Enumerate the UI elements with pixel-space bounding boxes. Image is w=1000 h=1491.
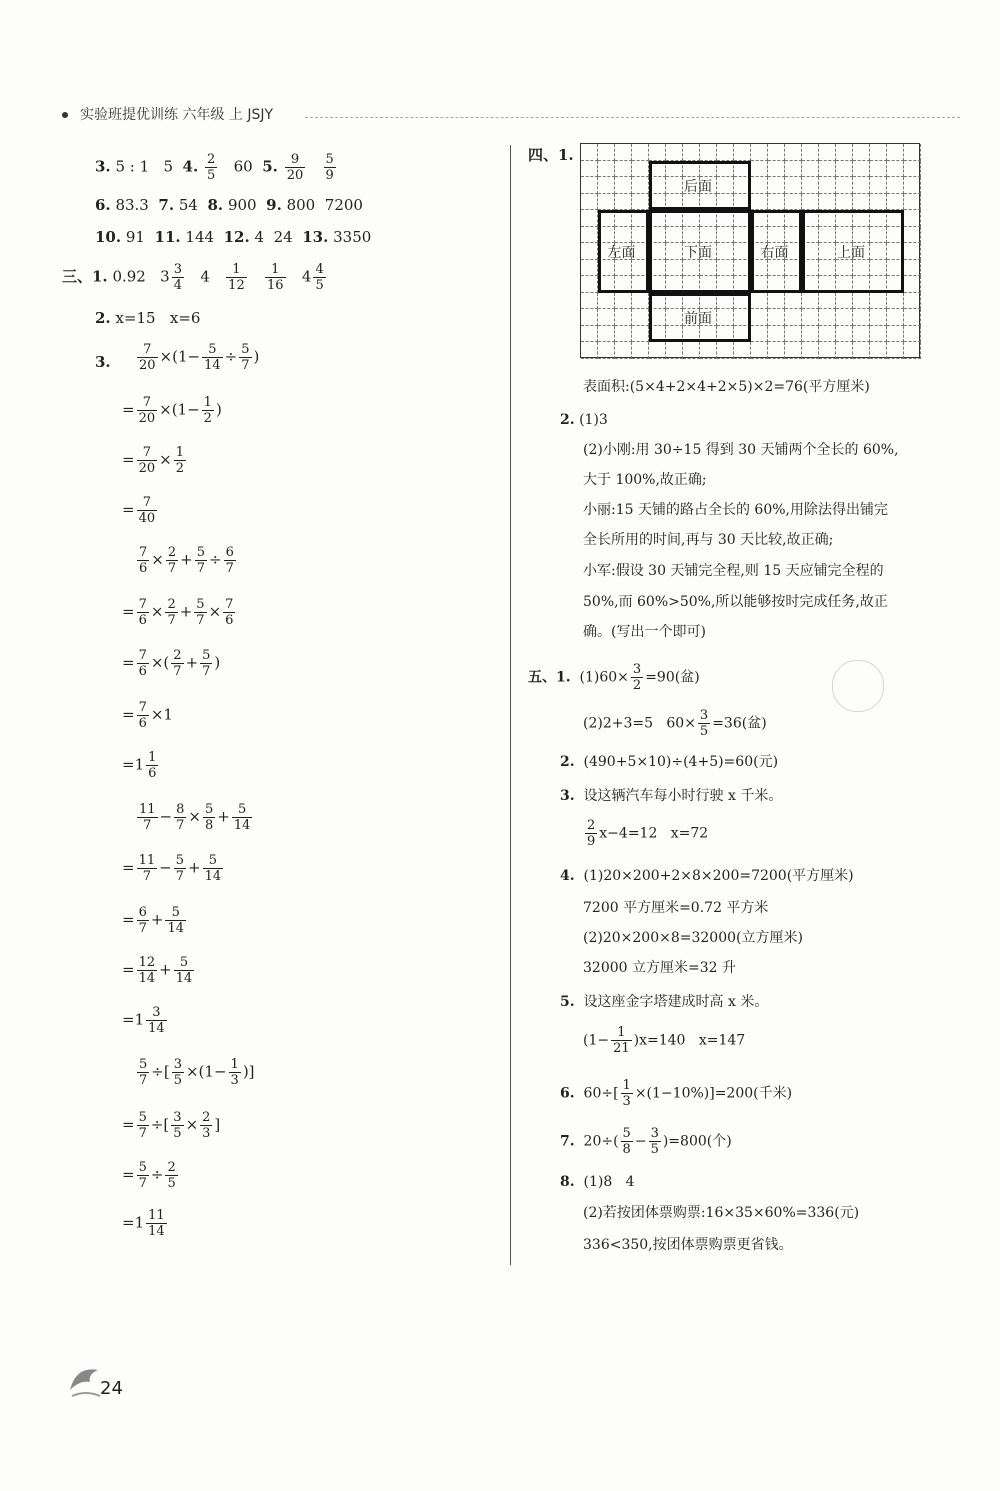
grid-cell: [887, 342, 904, 359]
header-rule: [305, 117, 960, 118]
eq-b4: = $\frac{7}{6}$ ×1: [122, 700, 173, 731]
grid-cell: [819, 293, 836, 310]
grid-cell: [615, 309, 632, 326]
grid-cell: [887, 144, 904, 161]
grid-cell: [632, 342, 649, 359]
grid-cell: [598, 144, 615, 161]
section-5-q1b: (2)2+3=5 60× $\frac{3}{5}$ =36(盆): [583, 708, 767, 739]
grid-cell: [581, 210, 598, 227]
grid-cell: [802, 177, 819, 194]
eq-a4: = $\frac{7}{40}$: [122, 495, 156, 526]
grid-cell: [819, 144, 836, 161]
grid-cell: [836, 293, 853, 310]
grid-cell: [700, 144, 717, 161]
grid-cell: [870, 194, 887, 211]
grid-cell: [717, 342, 734, 359]
grid-cell: [615, 161, 632, 178]
grid-cell: [666, 342, 683, 359]
grid-cell: [904, 194, 921, 211]
grid-cell: [768, 144, 785, 161]
net-face-label: 下面: [684, 245, 712, 262]
q4-2-text-2: 大于 100%,故正确;: [583, 472, 707, 488]
grid-cell: [785, 177, 802, 194]
grid-cell: [870, 144, 887, 161]
grid-cell: [615, 342, 632, 359]
grid-cell: [581, 243, 598, 260]
section-5-q4: 4. (1)20×200+2×8×200=7200(平方厘米): [560, 868, 854, 884]
grid-cell: [836, 309, 853, 326]
grid-cell: [853, 161, 870, 178]
grid-cell: [836, 144, 853, 161]
grid-cell: [632, 194, 649, 211]
eq-d2: = $\frac{5}{7}$ ÷[ $\frac{3}{5}$ × $\frac{2}{3}$ ]: [122, 1110, 221, 1141]
grid-cell: [632, 309, 649, 326]
q4-2-text-5: 小军:假设 30 天铺完全程,则 15 天应铺完全程的: [583, 563, 884, 579]
grid-cell: [785, 144, 802, 161]
section-3-q3-label: 3.: [95, 353, 111, 371]
grid-cell: [581, 227, 598, 244]
eq-c5: =1 $\frac{3}{14}$: [122, 1005, 165, 1036]
grid-cell: [598, 161, 615, 178]
grid-cell: [768, 177, 785, 194]
grid-cell: [734, 144, 751, 161]
grid-cell: [581, 309, 598, 326]
grid-cell: [581, 144, 598, 161]
eq-b5: =1 $\frac{1}{6}$: [122, 750, 157, 781]
grid-cell: [683, 342, 700, 359]
q4-2-text-4: 全长所用的时间,再与 30 天比较,故正确;: [583, 532, 834, 548]
q4-2-text-1: (2)小刚:用 30÷15 得到 30 天铺两个全长的 60%,: [583, 442, 899, 458]
eq-a1: $\frac{7}{20}$ ×(1− $\frac{5}{14}$ ÷ $\frac{5}{7}$ ): [139, 342, 260, 373]
section-5-q8: 8. (1)8 4: [560, 1174, 635, 1190]
grid-cell: [819, 161, 836, 178]
grid-cell: [853, 309, 870, 326]
grid-cell: [598, 309, 615, 326]
net-face-label: 右面: [760, 245, 789, 262]
stamp-icon: [832, 660, 884, 712]
grid-cell: [802, 194, 819, 211]
net-face-label: 后面: [684, 179, 712, 196]
page-number: 24: [100, 1378, 123, 1399]
grid-cell: [615, 326, 632, 343]
grid-cell: [751, 326, 768, 343]
net-face-label: 前面: [684, 311, 712, 328]
section-5-q5: 5. 设这座金字塔建成时高 x 米。: [560, 994, 769, 1010]
grid-cell: [853, 194, 870, 211]
grid-cell: [904, 177, 921, 194]
grid-cell: [717, 144, 734, 161]
grid-cell: [615, 194, 632, 211]
grid-cell: [819, 309, 836, 326]
grid-cell: [870, 161, 887, 178]
grid-cell: [598, 177, 615, 194]
grid-cell: [904, 293, 921, 310]
grid-cell: [581, 161, 598, 178]
section-5-q3b: $\frac{2}{9}$ x−4=12 x=72: [587, 818, 709, 849]
q4-2-text-6: 50%,而 60%>50%,所以能够按时完成任务,故正: [583, 594, 888, 610]
grid-cell: [836, 161, 853, 178]
grid-cell: [666, 144, 683, 161]
grid-cell: [853, 144, 870, 161]
grid-cell: [904, 276, 921, 293]
grid-cell: [853, 342, 870, 359]
grid-cell: [904, 326, 921, 343]
grid-cell: [870, 342, 887, 359]
grid-cell: [632, 144, 649, 161]
grid-cell: [887, 194, 904, 211]
section-5-q8b: (2)若按团体票购票:16×35×60%=336(元): [583, 1205, 860, 1221]
grid-cell: [887, 161, 904, 178]
grid-cell: [904, 144, 921, 161]
grid-cell: [802, 326, 819, 343]
grid-cell: [683, 144, 700, 161]
grid-cell: [751, 144, 768, 161]
grid-cell: [819, 177, 836, 194]
answer-line-10-13: 10. 91 11. 144 12. 4 24 13. 3350: [95, 228, 372, 246]
grid-cell: [904, 260, 921, 277]
grid-cell: [802, 309, 819, 326]
grid-cell: [751, 161, 768, 178]
grid-cell: [632, 326, 649, 343]
grid-cell: [853, 177, 870, 194]
grid-cell: [870, 326, 887, 343]
grid-cell: [598, 194, 615, 211]
grid-cell: [751, 293, 768, 310]
grid-cell: [785, 161, 802, 178]
column-divider: [510, 145, 511, 1265]
grid-cell: [768, 161, 785, 178]
grid-cell: [836, 326, 853, 343]
grid-cell: [904, 309, 921, 326]
net-face-label: 上面: [837, 245, 865, 262]
net-face-label: 左面: [607, 245, 636, 262]
section-5-q4b: 7200 平方厘米=0.72 平方米: [583, 900, 769, 916]
surface-area-line: 表面积:(5×4+2×4+2×5)×2=76(平方厘米): [583, 379, 870, 395]
q4-2-text-7: 确。(写出一个即可): [583, 624, 706, 640]
header-dot: [62, 112, 68, 118]
eq-b3: = $\frac{7}{6}$ ×( $\frac{2}{7}$ + $\frac{5}{7}$ ): [122, 648, 221, 679]
grid-cell: [904, 210, 921, 227]
grid-cell: [734, 342, 751, 359]
grid-cell: [785, 342, 802, 359]
cube-net-diagram: [580, 143, 920, 358]
section-5-q8c: 336<350,按团体票购票更省钱。: [583, 1237, 793, 1253]
eq-c4: = $\frac{12}{14}$ + $\frac{5}{14}$: [122, 955, 193, 986]
eq-b2: = $\frac{7}{6}$ × $\frac{2}{7}$ + $\frac{5}{7}$ × $\frac{7}{6}$: [122, 597, 234, 628]
eq-c1: $\frac{11}{7}$ − $\frac{8}{7}$ × $\frac{5}{8}$ + $\frac{5}{14}$: [139, 802, 251, 833]
grid-cell: [581, 194, 598, 211]
grid-cell: [819, 326, 836, 343]
section-5-q6: 6. 60÷[ $\frac{1}{3}$ ×(1−10%)]=200(千米): [560, 1078, 793, 1109]
grid-cell: [819, 194, 836, 211]
q4-2-line: 2. (1)3: [560, 412, 608, 428]
grid-cell: [632, 177, 649, 194]
grid-cell: [785, 309, 802, 326]
eq-d1: $\frac{5}{7}$ ÷[ $\frac{3}{5}$ ×(1− $\frac{1}{3}$ )]: [139, 1057, 255, 1088]
grid-cell: [615, 144, 632, 161]
answer-line-6-9: 6. 83.3 7. 54 8. 900 9. 800 7200: [95, 196, 363, 214]
grid-cell: [904, 342, 921, 359]
section-5-q3: 3. 设这辆汽车每小时行驶 x 千米。: [560, 788, 783, 804]
eq-d4: =1 $\frac{11}{14}$: [122, 1208, 165, 1239]
section-5-q4d: 32000 立方厘米=32 升: [583, 960, 736, 976]
grid-cell: [632, 161, 649, 178]
grid-cell: [870, 293, 887, 310]
grid-cell: [853, 326, 870, 343]
section-3-q1: 三、1. 0.92 3 $\frac{3}{4}$ 4 $\frac{1}{12}$ $\frac{1}{16}$ 4 $\frac{4}{5}$: [62, 262, 324, 293]
grid-cell: [615, 293, 632, 310]
grid-cell: [598, 342, 615, 359]
grid-cell: [581, 326, 598, 343]
grid-cell: [768, 194, 785, 211]
grid-cell: [751, 309, 768, 326]
eq-c2: = $\frac{11}{7}$ − $\frac{5}{7}$ + $\frac{5}{14}$: [122, 853, 222, 884]
grid-cell: [700, 342, 717, 359]
grid-cell: [581, 342, 598, 359]
grid-cell: [598, 326, 615, 343]
grid-cell: [887, 177, 904, 194]
grid-cell: [785, 326, 802, 343]
section-5-q5b: (1− $\frac{1}{21}$ )x=140 x=147: [583, 1025, 746, 1056]
section-5-q2: 2. (490+5×10)÷(4+5)=60(元): [560, 754, 779, 770]
grid-cell: [785, 293, 802, 310]
grid-cell: [751, 342, 768, 359]
grid-cell: [870, 309, 887, 326]
eq-c3: = $\frac{6}{7}$ + $\frac{5}{14}$: [122, 905, 184, 936]
grid-cell: [768, 309, 785, 326]
q4-2-text-3: 小丽:15 天铺的路占全长的 60%,用除法得出铺完: [583, 502, 888, 518]
grid-cell: [632, 293, 649, 310]
eq-a2: = $\frac{7}{20}$ ×(1− $\frac{1}{2}$ ): [122, 395, 222, 426]
grid-cell: [581, 260, 598, 277]
grid-cell: [887, 309, 904, 326]
grid-cell: [819, 342, 836, 359]
grid-cell: [870, 177, 887, 194]
grid-cell: [836, 177, 853, 194]
grid-cell: [751, 194, 768, 211]
section-4-label: 四、1.: [528, 146, 574, 164]
grid-cell: [649, 342, 666, 359]
grid-cell: [581, 293, 598, 310]
grid-cell: [904, 227, 921, 244]
grid-cell: [802, 342, 819, 359]
grid-cell: [887, 326, 904, 343]
grid-cell: [802, 144, 819, 161]
grid-cell: [836, 342, 853, 359]
section-3-q2: 2. x=15 x=6: [95, 309, 201, 327]
eq-d3: = $\frac{5}{7}$ ÷ $\frac{2}{5}$: [122, 1160, 176, 1191]
eq-b1: $\frac{7}{6}$ × $\frac{2}{7}$ + $\frac{5}{7}$ ÷ $\frac{6}{7}$: [139, 545, 234, 576]
grid-cell: [598, 293, 615, 310]
grid-cell: [768, 326, 785, 343]
grid-cell: [649, 144, 666, 161]
grid-cell: [581, 177, 598, 194]
answer-line-3-5: 3. 5 : 1 5 4. $\frac{2}{5}$ 60 5. $\frac{9}{20}$ $\frac{5}{9}$: [95, 152, 334, 183]
section-5-q4c: (2)20×200×8=32000(立方厘米): [583, 930, 803, 946]
grid-cell: [836, 194, 853, 211]
grid-cell: [581, 276, 598, 293]
grid-cell: [802, 293, 819, 310]
header-title: 实验班提优训练 六年级 上 JSJY: [80, 107, 274, 123]
section-5-q7: 7. 20÷( $\frac{5}{8}$ − $\frac{3}{5}$ )=800(个): [560, 1126, 732, 1157]
grid-cell: [785, 194, 802, 211]
eq-a3: = $\frac{7}{20}$ × $\frac{1}{2}$: [122, 445, 184, 476]
grid-cell: [751, 177, 768, 194]
section-5-q1: 五、1. (1)60× $\frac{3}{2}$ =90(盆): [528, 662, 700, 693]
grid-cell: [853, 293, 870, 310]
grid-cell: [904, 243, 921, 260]
grid-cell: [904, 161, 921, 178]
grid-cell: [615, 177, 632, 194]
grid-cell: [887, 293, 904, 310]
grid-cell: [768, 342, 785, 359]
grid-cell: [768, 293, 785, 310]
grid-cell: [802, 161, 819, 178]
